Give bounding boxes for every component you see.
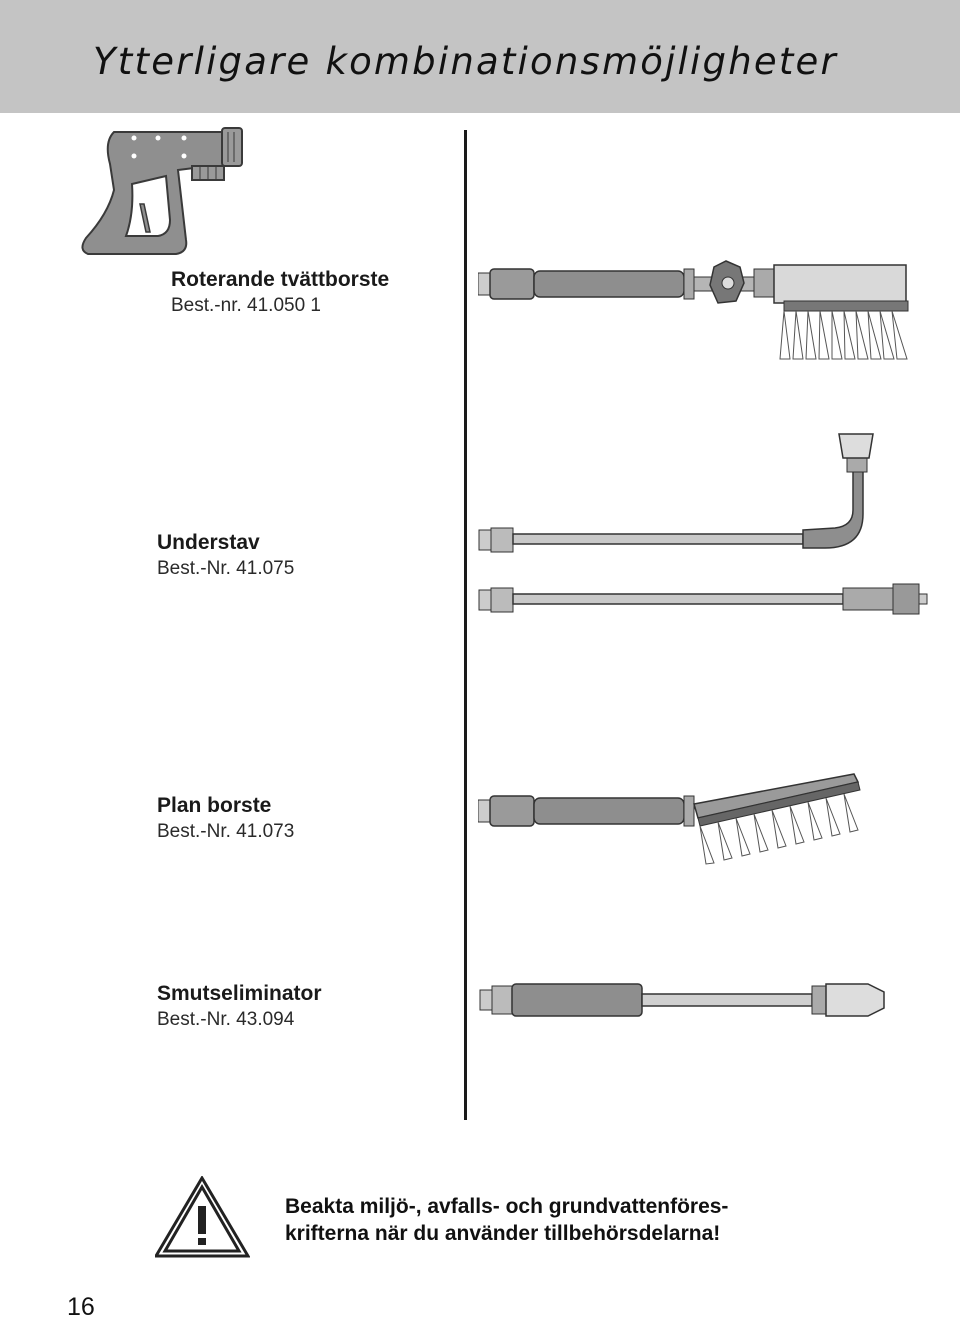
accessory-order-number: Best.-Nr. 43.094 <box>157 1009 295 1030</box>
accessory-item <box>157 981 322 1032</box>
warning-message <box>285 1193 728 1247</box>
accessory-name: Understav <box>157 531 260 554</box>
warning-triangle-icon <box>155 1176 250 1258</box>
lower-lance-icon <box>475 430 935 625</box>
accessory-name: Roterande tvättborste <box>171 268 390 291</box>
accessory-item <box>171 267 389 318</box>
accessory-name: Plan borste <box>157 794 272 817</box>
accessory-order-number: Best.-Nr. 41.075 <box>157 558 295 579</box>
warning-line: krifterna när du använder tillbehörsdelarna! <box>285 1222 721 1245</box>
page-number: 16 <box>67 1293 95 1321</box>
dirt-blaster-icon <box>478 980 898 1020</box>
vertical-divider <box>464 130 467 1120</box>
accessory-order-number: Best.-nr. 41.050 1 <box>171 295 321 316</box>
spray-gun-icon <box>74 124 254 264</box>
page-title: Ytterligare kombinationsmöjligheter <box>93 40 838 83</box>
flat-brush-icon <box>478 770 878 870</box>
accessory-name: Smutseliminator <box>157 982 322 1005</box>
accessory-order-number: Best.-Nr. 41.073 <box>157 821 295 842</box>
warning-line: Beakta miljö-, avfalls- och grundvattenföres- <box>285 1195 729 1218</box>
accessory-item <box>157 530 294 581</box>
rotating-brush-icon <box>478 255 918 367</box>
page-header <box>0 0 960 113</box>
accessory-item <box>157 793 294 844</box>
